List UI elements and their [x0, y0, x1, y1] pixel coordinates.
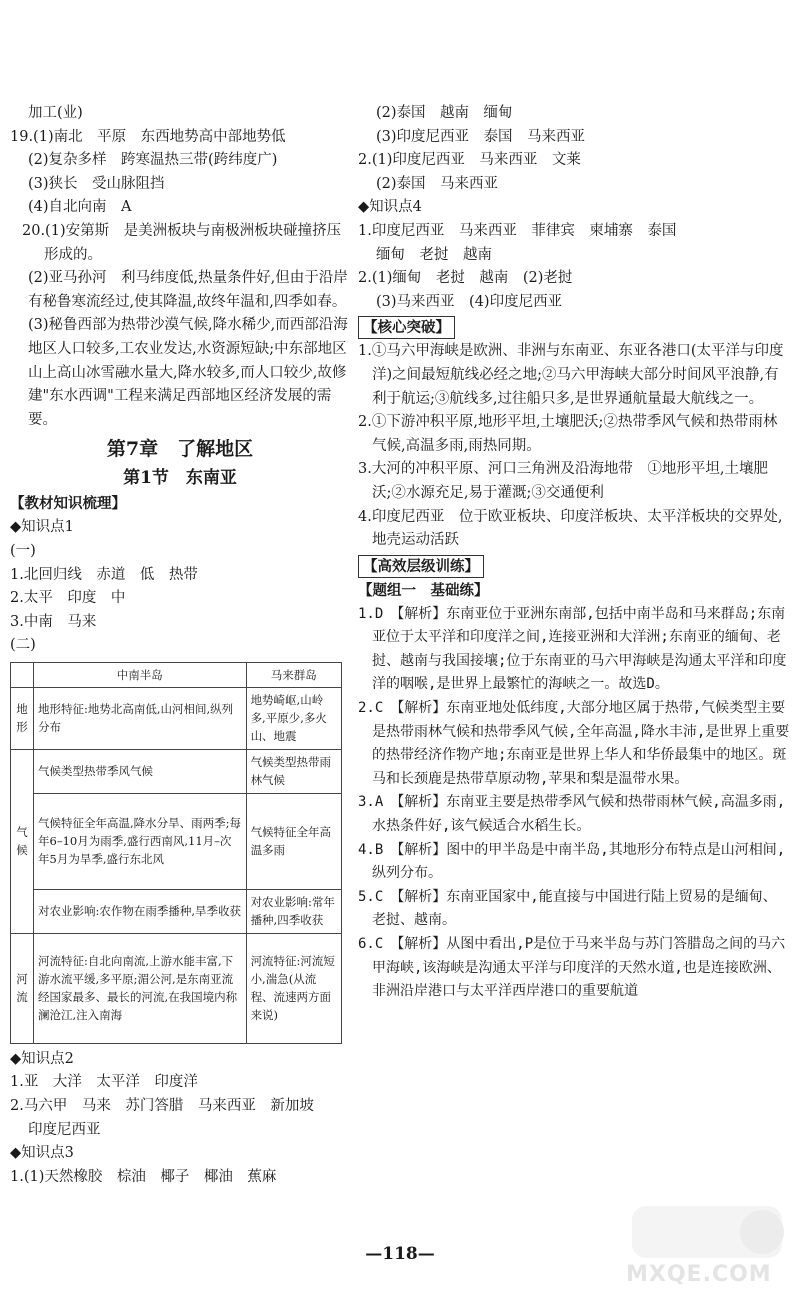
answer-line: 1.(1)天然橡胶 棕油 椰子 椰油 蕉麻: [10, 1168, 277, 1185]
section-title: 第1节 东南亚: [123, 468, 237, 489]
q19-line-3: (3)狭长 受山脉阻挡: [28, 175, 165, 192]
knowledge-point-label: ◆知识点1: [10, 519, 74, 536]
answer-line: 2.太平 印度 中: [10, 590, 126, 607]
answer-line: 2.(1)印度尼西亚 马来西亚 文莱: [358, 152, 581, 169]
table-cell: 河流特征:河流短小,湍急(从流程、流速两方面来说): [246, 933, 341, 1043]
answer-line: 2.(1)缅甸 老挝 越南 (2)老挝: [358, 270, 573, 287]
breakthrough-item: 2.①下游冲积平原,地形平坦,土壤肥沃;②热带季风气候和热带雨林气候,高温多雨,雨热同期。: [358, 414, 778, 454]
q19-line-4: (4)自北向南 A: [28, 199, 132, 216]
row-header: 气候: [11, 749, 34, 933]
q19-line-1: 19.(1)南北 平原 东西地势高中部地势低: [10, 128, 286, 145]
comparison-table: [10, 662, 342, 1044]
explanation-item: 6.C 【解析】从图中看出,P是位于马来半岛与苏门答腊岛之间的马六甲海峡,该海峡是沟通太平洋与印度洋的天然水道,也是连接欧洲、非洲沿岸港口与太平洋西岸港口的重要航道: [358, 936, 786, 1000]
table-header: 马来群岛: [246, 662, 341, 687]
answer-line: 1.印度尼西亚 马来西亚 菲律宾 柬埔寨 泰国: [358, 222, 677, 239]
q20-part-1: 20.(1)安第斯 是美洲板块与南极洲板块碰撞挤压形成的。: [22, 222, 342, 263]
q19-line-2: (2)复杂多样 跨寒温热三带(跨纬度广): [28, 152, 278, 169]
watermark-text: MXQE.COM: [626, 1262, 772, 1287]
q20-part-2: (2)亚马孙河 利马纬度低,热量条件好,但由于沿岸有秘鲁寒流经过,使其降温,故终年温和,四季如春。: [28, 270, 348, 310]
section-heading: 【教材知识梳理】: [10, 495, 126, 513]
knowledge-point-label: ◆知识点2: [10, 1050, 74, 1067]
answer-line: 2.马六甲 马来 苏门答腊 马来西亚 新加坡: [10, 1098, 314, 1115]
table-cell: 气候特征全年高温,降水分旱、雨两季;每年6–10月为雨季,盛行西南风,11月–次年5月为旱季,盛行东北风: [34, 793, 247, 889]
table-cell: 对农业影响:常年播种,四季收获: [246, 889, 341, 933]
answer-line: (3)印度尼西亚 泰国 马来西亚: [376, 128, 586, 145]
answer-line: (2)泰国 马来西亚: [376, 175, 499, 192]
table-cell: 气候特征全年高温多雨: [246, 793, 341, 889]
table-cell: 地势崎岖,山岭多,平原少,多火山、地震: [246, 687, 341, 749]
question-group-label: 【题组一 基础练】: [358, 581, 489, 599]
knowledge-point-label: ◆知识点4: [358, 199, 422, 216]
table-cell: 气候类型热带雨林气候: [246, 749, 341, 793]
q20-part-3: (3)秘鲁西部为热带沙漠气候,降水稀少,而西部沿海地区人口较多,工农业发达,水资源短缺;中东部地区山上高山冰雪融水量大,降水较多,而人口较少,故修建"东水西调"工程来满足西部地区经济发展的需要。: [28, 317, 348, 428]
answer-line: 缅甸 老挝 越南: [376, 246, 492, 263]
breakthrough-item: 3.大河的冲积平原、河口三角洲及沿海地带 ①地形平坦,土壤肥沃;②水源充足,易于灌溉;③交通便利: [358, 461, 768, 501]
row-header: 地形: [11, 687, 34, 749]
left-column: [10, 102, 350, 1189]
answer-line: (2)泰国 越南 缅甸: [376, 105, 513, 121]
part-label: (一): [10, 542, 36, 559]
explanation-item: 2.C 【解析】东南亚地处低纬度,大部分地区属于热带,气候类型主要是热带雨林气候和热带季风气候,全年高温,降水丰沛,是世界上重要的热带经济作物产地;东南亚是世界上华人和华侨最集中的地区。斑马和长颈鹿是热带草原动物,苹果和梨是温带水果。: [358, 700, 790, 787]
answer-line: 1.亚 大洋 太平洋 印度洋: [10, 1074, 198, 1091]
knowledge-point-label: ◆知识点3: [10, 1145, 74, 1162]
table-cell: 河流特征:自北向南流,上游水能丰富,下游水流平缓,多平原;湄公河,是东南亚流经国家最多、最长的河流,在我国境内称澜沧江,注入南海: [34, 933, 247, 1043]
breakthrough-item: 1.①马六甲海峡是欧洲、非洲与东南亚、东亚各港口(太平洋与印度洋)之间最短航线必经之地;②马六甲海峡大部分时间风平浪静,有利于航运;③航线多,过往船只多,是世界通航量最大航线之一。: [358, 343, 784, 407]
page-number: —118—: [365, 1244, 435, 1264]
answer-line: 印度尼西亚: [28, 1121, 101, 1138]
section-heading-boxed: 【核心突破】: [358, 316, 455, 339]
chapter-title: 第7章 了解地区: [106, 438, 254, 461]
part-label: (二): [10, 637, 36, 654]
answer-line: 3.中南 马来: [10, 613, 97, 630]
right-column: [358, 102, 790, 1004]
answer-line: (3)马来西亚 (4)印度尼西亚: [376, 293, 563, 310]
table-corner: [11, 662, 34, 687]
section-heading-boxed: 【高效层级训练】: [358, 555, 484, 578]
breakthrough-item: 4.印度尼西亚 位于欧亚板块、印度洋板块、太平洋板块的交界处,地壳运动活跃: [358, 508, 783, 549]
answer-line: 1.北回归线 赤道 低 热带: [10, 566, 198, 583]
table-cell: 气候类型热带季风气候: [34, 749, 247, 793]
explanation-item: 1.D 【解析】东南亚位于亚洲东南部,包括中南半岛和马来群岛;东南亚位于太平洋和印度洋之间,连接亚洲和大洋洲;东南亚的缅甸、老挝、越南与我国接壤;位于东南亚的马六甲海峡是沟通太平洋和印度洋的咽喉,是世界上最繁忙的海峡之一。故选D。: [358, 605, 787, 693]
table-header: 中南半岛: [34, 662, 247, 687]
explanation-item: 5.C 【解析】东南亚国家中,能直接与中国进行陆上贸易的是缅甸、老挝、越南。: [358, 888, 777, 929]
table-cell: 地形特征:地势北高南低,山河相间,纵列分布: [34, 687, 247, 749]
table-cell: 对农业影响:农作物在雨季播种,旱季收获: [34, 889, 247, 933]
row-header: 河流: [11, 933, 34, 1043]
explanation-item: 3.A 【解析】东南亚主要是热带季风气候和热带雨林气候,高温多雨,水热条件好,该气候适合水稻生长。: [358, 794, 786, 835]
explanation-item: 4.B 【解析】图中的甲半岛是中南半岛,其地形分布特点是山河相间,纵列分布。: [358, 841, 786, 882]
text-line: 加工(业): [28, 105, 83, 121]
